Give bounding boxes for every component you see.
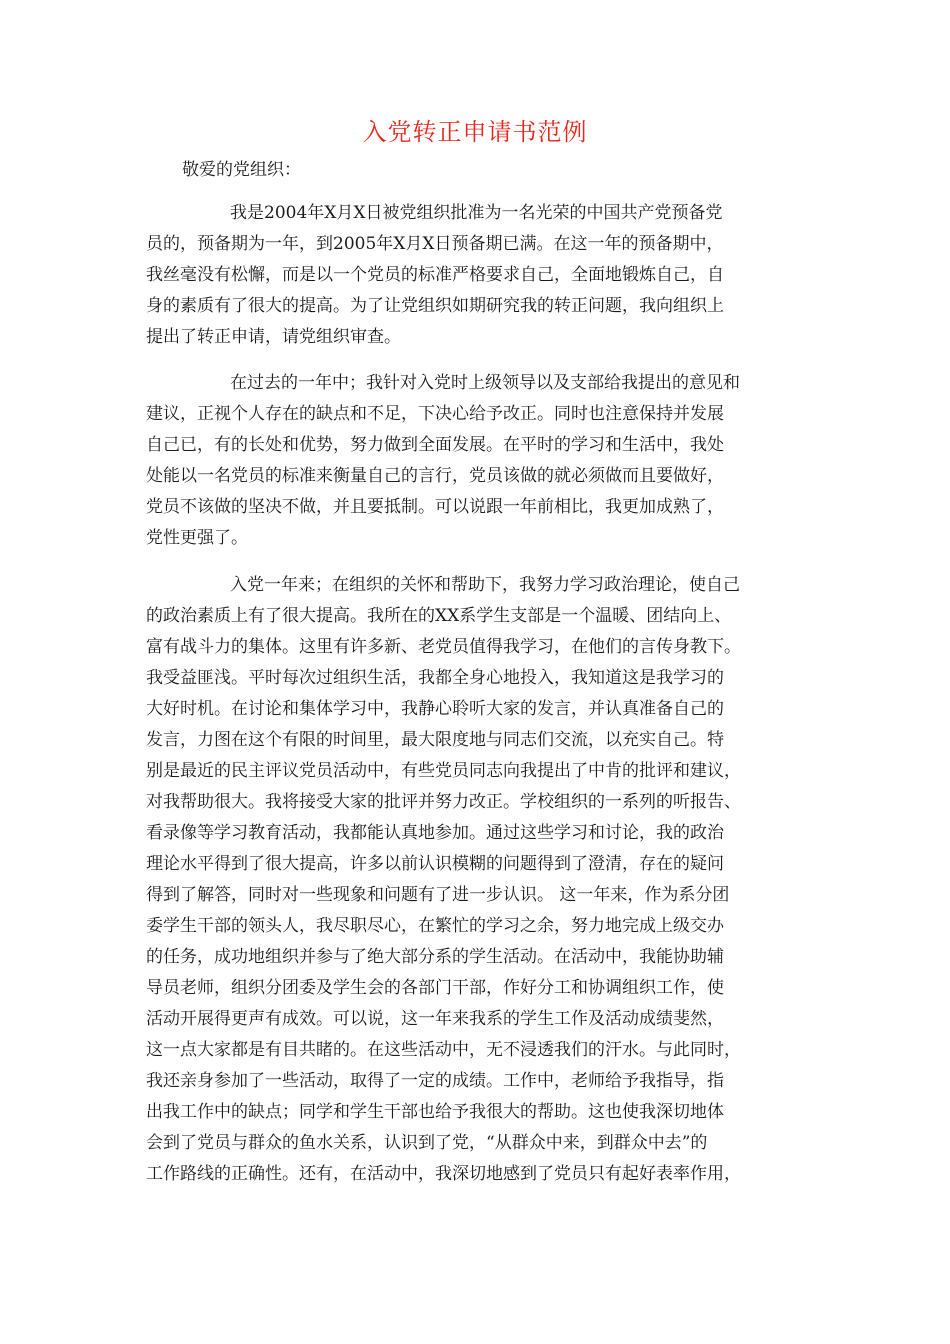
paragraph-line: 出我工作中的缺点；同学和学生干部也给予我很大的帮助。这也使我深切地体 [146, 1102, 724, 1122]
paragraph-line: 在过去的一年中；我针对入党时上级领导以及支部给我提出的意见和 [230, 373, 740, 393]
paragraph-line: 的政治素质上有了很大提高。我所在的XX系学生支部是一个温暖、团结向上、 [146, 606, 732, 626]
paragraph-line: 员的，预备期为一年，到2005年X月X日预备期已满。在这一年的预备期中， [146, 234, 724, 254]
paragraph-line: 建议，正视个人存在的缺点和不足，下决心给予改正。同时也注意保持并发展 [146, 404, 724, 424]
paragraph-line: 提出了转正申请，请党组织审查。 [146, 327, 401, 347]
paragraph-line: 入党一年来；在组织的关怀和帮助下，我努力学习政治理论，使自己 [230, 575, 740, 595]
paragraph-line: 的任务，成功地组织并参与了绝大部分系的学生活动。在活动中，我能协助辅 [146, 947, 724, 967]
paragraph-line: 这一点大家都是有目共睹的。在这些活动中，无不浸透我们的汗水。与此同时， [146, 1040, 741, 1060]
paragraph [146, 570, 806, 1190]
paragraph-line: 导员老师，组织分团委及学生会的各部门干部，作好分工和协调组织工作，使 [146, 978, 724, 998]
paragraph-line: 对我帮助很大。我将接受大家的批评并努力改正。学校组织的一系列的听报告、 [146, 792, 741, 812]
paragraph-line: 我受益匪浅。平时每次过组织生活，我都全身心地投入，我知道这是我学习的 [146, 668, 724, 688]
paragraph-line: 活动开展得更声有成效。可以说，这一年来我系的学生工作及活动成绩斐然， [146, 1009, 724, 1029]
paragraph-line: 处能以一名党员的标准来衡量自己的言行，党员该做的就必须做而且要做好， [146, 466, 724, 486]
paragraph-line: 会到了党员与群众的鱼水关系，认识到了党，“从群众中来，到群众中去”的 [146, 1133, 708, 1153]
salutation: 敬爱的党组织： [182, 160, 301, 180]
paragraph [146, 198, 806, 353]
paragraph-line: 看录像等学习教育活动，我都能认真地参加。通过这些学习和讨论，我的政治 [146, 823, 724, 843]
paragraph-line: 别是最近的民主评议党员活动中，有些党员同志向我提出了中肯的批评和建议， [146, 761, 741, 781]
paragraph-line: 富有战斗力的集体。这里有许多新、老党员值得我学习，在他们的言传身教下。 [146, 637, 741, 657]
paragraph-line: 我丝毫没有松懈，而是以一个党员的标准严格要求自己，全面地锻炼自己，自 [146, 265, 724, 285]
paragraph-line: 大好时机。在讨论和集体学习中，我静心聆听大家的发言，并认真准备自己的 [146, 699, 724, 719]
paragraph-line: 我还亲身参加了一些活动，取得了一定的成绩。工作中，老师给予我指导，指 [146, 1071, 724, 1091]
paragraph-line: 工作路线的正确性。还有，在活动中，我深切地感到了党员只有起好表率作用， [146, 1164, 741, 1184]
paragraph-line: 理论水平得到了很大提高，许多以前认识模糊的问题得到了澄清，存在的疑问 [146, 854, 724, 874]
paragraph-line: 党性更强了。 [146, 528, 248, 548]
paragraph-line: 发言，力图在这个有限的时间里，最大限度地与同志们交流，以充实自己。特 [146, 730, 724, 750]
paragraph-line: 委学生干部的领头人，我尽职尽心，在繁忙的学习之余，努力地完成上级交办 [146, 916, 724, 936]
paragraph-line: 身的素质有了很大的提高。为了让党组织如期研究我的转正问题，我向组织上 [146, 296, 724, 316]
paragraph-line: 自己已，有的长处和优势，努力做到全面发展。在平时的学习和生活中，我处 [146, 435, 724, 455]
paragraph-line: 我是2004年X月X日被党组织批准为一名光荣的中国共产党预备党 [230, 203, 723, 223]
paragraph [146, 368, 806, 554]
document-title: 入党转正申请书范例 [362, 118, 588, 146]
paragraph-line: 得到了解答，同时对一些现象和问题有了进一步认识。 这一年来，作为系分团 [146, 885, 730, 905]
paragraph-line: 党员不该做的坚决不做，并且要抵制。可以说跟一年前相比，我更加成熟了， [146, 497, 724, 517]
